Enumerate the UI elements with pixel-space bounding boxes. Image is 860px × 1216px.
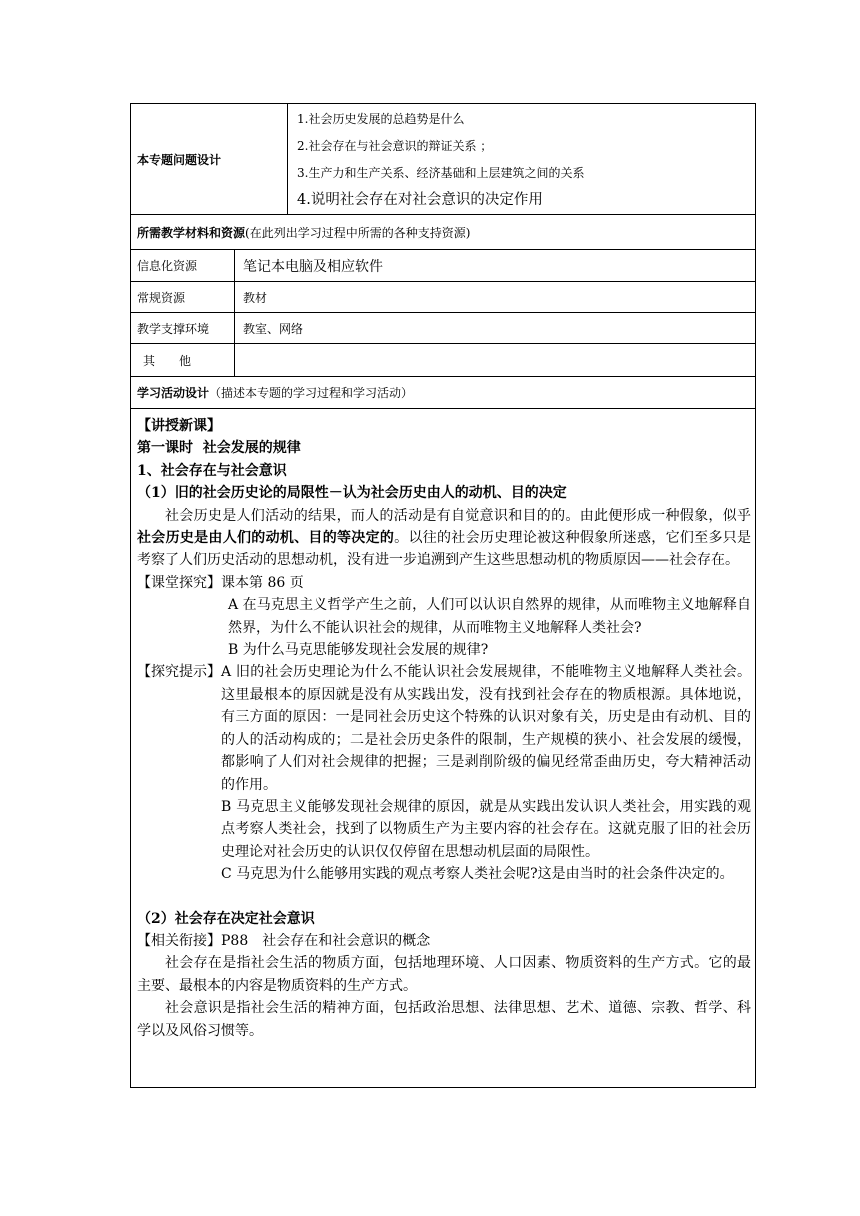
paragraph xyxy=(137,505,751,572)
resource-label: 信息化资源 xyxy=(131,250,235,282)
explore-ref: 课本第 86 页 xyxy=(221,574,304,591)
activity-content xyxy=(131,409,756,1088)
resource-value: 笔记本电脑及相应软件 xyxy=(235,250,756,282)
materials-title: 所需教学材料和资源 xyxy=(137,225,246,240)
resource-row xyxy=(131,344,756,377)
problem-design-row xyxy=(131,104,756,215)
section-heading: 1、社会存在与社会意识 xyxy=(137,462,287,479)
problem-design-label: 本专题问题设计 xyxy=(131,104,288,215)
question-item: 4.说明社会存在对社会意识的决定作用 xyxy=(297,192,543,208)
question-item: 2.社会存在与社会意识的辩证关系 ； xyxy=(297,139,493,153)
resource-label: 其 他 xyxy=(131,344,235,377)
resource-row xyxy=(131,250,756,282)
paragraph: 社会存在是指社会生活的物质方面，包括地理环境、人口因素、物质资料的生产方式。它的最主要、最根本的内容是物质资料的生产方式。 xyxy=(137,955,752,994)
activity-content-row xyxy=(131,409,756,1088)
spacer xyxy=(137,886,751,908)
hint-body xyxy=(221,661,751,885)
hint-label: 【探究提示】 xyxy=(137,664,221,681)
resource-value xyxy=(235,344,756,377)
activity-note: （描述本专题的学习过程和学习活动） xyxy=(209,386,414,400)
hint-b: B 马克思主义能够发现社会规律的原因，就是从实践出发认识人类社会，用实践的观点考察人类社会，找到了以物质生产为主要内容的社会存在。这就克服了旧的社会历史理论对社会历史的认识仅仅停留在思想动机层面的局限性。 xyxy=(221,798,752,860)
explore-line xyxy=(137,572,751,594)
resource-value: 教材 xyxy=(235,282,756,313)
paragraph-text: 。以往的社会历史理论被这种假象所迷惑，它们至多只是考察了人们历史活动的思想动机，没有进一步追溯到产生这些思想动机的物质原因——社会存在。 xyxy=(137,530,752,569)
hint-a: A 旧的社会历史理论为什么不能认识社会发展规律，不能唯物主义地解释人类社会。这里最根本的原因就是没有从实践出发，没有找到社会存在的物质根源。具体地说，有三方面的原因：一是同社会历史这个特殊的认识对象有关，历史是由有动机、目的的人的活动构成的；二是社会历史条件的限制，生产规模的狭小、社会发展的缓慢，都影响了人们对社会规律的把握；三是剥削阶级的偏见经常歪曲历史，夸大精神活动的作用。 xyxy=(221,664,752,793)
subsection-heading: （2）社会存在决定社会意识 xyxy=(137,910,315,927)
lesson-plan-sheet xyxy=(130,103,755,1088)
activity-header xyxy=(131,377,756,409)
question-item: 3.生产力和生产关系、经济基础和上层建筑之间的关系 xyxy=(297,166,585,180)
new-lesson-tag: 【讲授新课】 xyxy=(137,418,221,434)
question-item: 1.社会历史发展的总趋势是什么 xyxy=(297,112,465,126)
resource-row xyxy=(131,313,756,344)
hint-c: C 马克思为什么能够用实践的观点考察人类社会呢?这是由当时的社会条件决定的。 xyxy=(221,866,734,883)
materials-header xyxy=(131,215,756,250)
link-label: 【相关衔接】 xyxy=(137,932,221,949)
paragraph: 社会意识是指社会生活的精神方面，包括政治思想、法律思想、艺术、道德、宗教、哲学、科学以及风俗习惯等。 xyxy=(137,1000,752,1039)
resource-value: 教室、网络 xyxy=(235,313,756,344)
subsection-heading: （1）旧的社会历史论的局限性－认为社会历史由人的动机、目的决定 xyxy=(137,485,567,502)
resource-row xyxy=(131,282,756,313)
resource-label: 常规资源 xyxy=(131,282,235,313)
paragraph-text: 社会历史是人们活动的结果，而人的活动是有自觉意识和目的的。由此便形成一种假象，似乎 xyxy=(165,507,752,524)
activity-title: 学习活动设计 xyxy=(137,386,210,400)
explore-label: 【课堂探究】 xyxy=(137,574,221,591)
explore-question-a: A 在马克思主义哲学产生之前，人们可以认识自然界的规律，从而唯物主义地解释自然界，为什么不能认识社会的规律，从而唯物主义地解释人类社会? xyxy=(228,597,752,636)
materials-header-row xyxy=(131,215,756,250)
lesson-plan-table xyxy=(130,103,756,1088)
link-ref: P88 社会存在和社会意识的概念 xyxy=(221,932,431,949)
activity-header-row xyxy=(131,377,756,409)
hint-block xyxy=(137,661,751,885)
link-line xyxy=(137,930,751,952)
materials-note: (在此列出学习过程中所需的各种支持资源) xyxy=(245,225,471,240)
problem-design-list xyxy=(288,104,756,215)
resource-label: 教学支撑环境 xyxy=(131,313,235,344)
lesson-title: 第一课时 社会发展的规律 xyxy=(137,440,301,457)
explore-question-b: B 为什么马克思能够发现社会发展的规律? xyxy=(228,642,489,659)
paragraph-bold-text: 社会历史是由人们的动机、目的等决定的 xyxy=(137,530,395,547)
